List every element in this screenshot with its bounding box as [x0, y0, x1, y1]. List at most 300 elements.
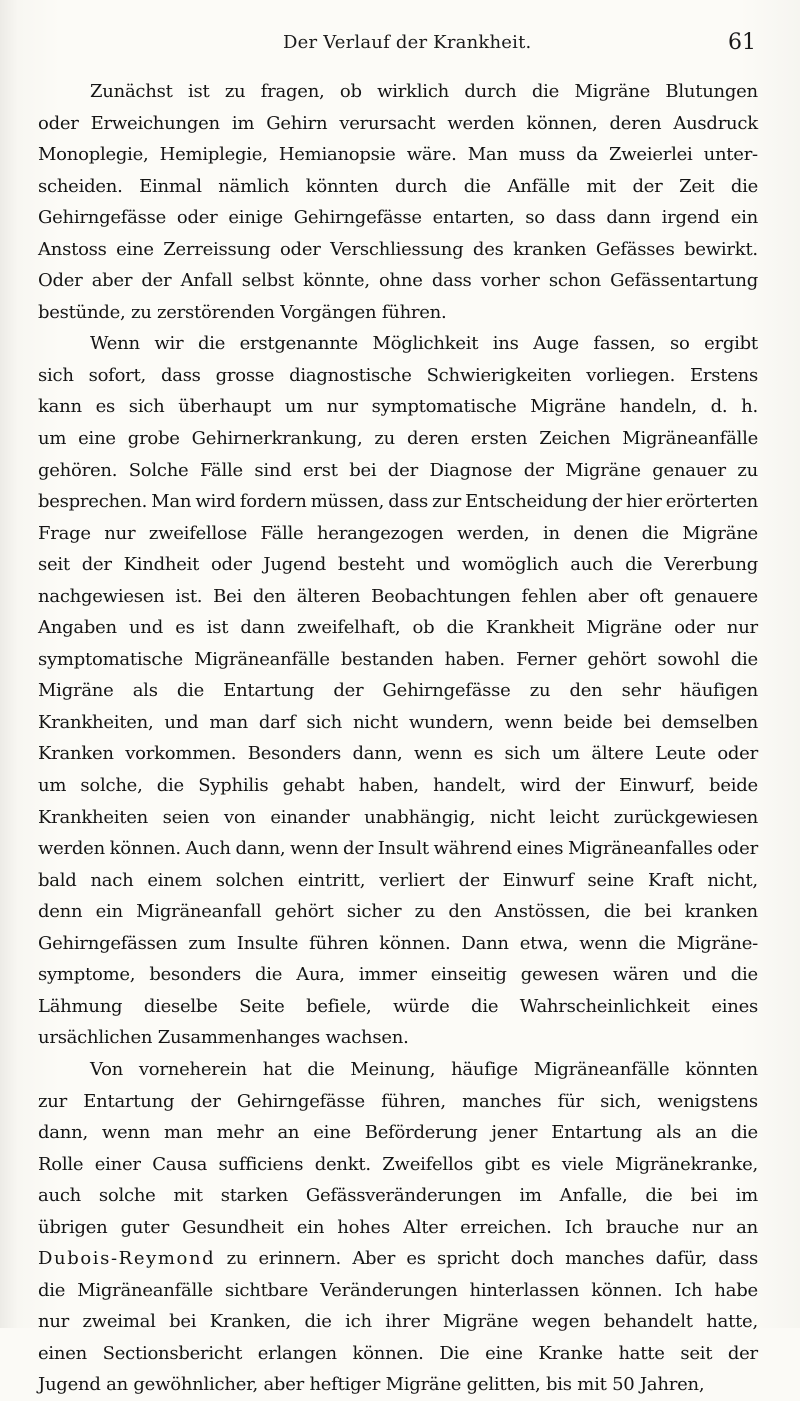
word: da	[576, 144, 598, 166]
word: es	[530, 1153, 551, 1175]
word: seit	[38, 554, 70, 576]
word: im	[519, 1185, 542, 1207]
word: eintritt,	[297, 869, 366, 891]
word: sich	[504, 743, 541, 765]
word: sufficiens	[218, 1153, 304, 1175]
running-head	[0, 30, 800, 60]
word: Migräne	[385, 1374, 462, 1396]
word: und	[129, 617, 164, 639]
text-line	[38, 1306, 758, 1338]
word: dann,	[38, 1122, 88, 1144]
word: die	[38, 1279, 66, 1301]
word: der	[81, 554, 112, 576]
word: Migräne	[565, 459, 641, 481]
word: leicht	[549, 806, 600, 828]
word: der	[632, 175, 663, 197]
word: bald	[38, 869, 77, 891]
text-line	[38, 202, 758, 234]
word: dann	[606, 207, 651, 229]
word: bewirkt.	[684, 238, 758, 260]
word: Lähmung	[38, 995, 123, 1017]
word: gehören.	[38, 459, 118, 481]
word: spricht	[437, 1248, 500, 1270]
word: Migräneanfälle	[533, 1058, 670, 1080]
word: oder	[210, 554, 252, 576]
word: so	[525, 207, 545, 229]
word: ob	[412, 617, 435, 639]
word: der	[343, 838, 374, 860]
word: zur	[432, 491, 462, 513]
word: gewesen	[520, 964, 599, 986]
word: vorher	[480, 270, 540, 292]
word: Erweichungen	[90, 112, 220, 134]
word: die	[463, 175, 491, 197]
word: Gehirnerkrankung,	[191, 428, 363, 450]
word: gehabt	[282, 775, 345, 797]
word: zweifelhaft,	[297, 617, 401, 639]
word: Entscheidung	[465, 491, 588, 513]
word: manches	[462, 1090, 542, 1112]
word: eine	[116, 238, 154, 260]
word: älteren	[296, 585, 361, 607]
word: habe	[714, 1279, 758, 1301]
word: Monoplegie,	[38, 144, 149, 166]
word: den	[569, 680, 603, 702]
word: dann,	[235, 838, 286, 860]
text-line	[38, 959, 758, 991]
word: Hemiplegie,	[159, 144, 268, 166]
word: aber	[91, 270, 133, 292]
word: eines	[711, 995, 758, 1017]
word: bestünde,	[38, 301, 126, 323]
word: Zunächst	[90, 81, 173, 102]
word: Zweierlei	[609, 144, 693, 166]
word: besteht	[337, 554, 405, 576]
word: heftiger	[309, 1374, 381, 1396]
word: Kranke	[538, 1342, 603, 1364]
word: der	[387, 459, 418, 481]
word: Dann	[461, 932, 509, 954]
word: ihrer	[385, 1311, 430, 1333]
word: würde	[392, 995, 450, 1017]
word: erörterten	[665, 491, 758, 513]
word: Verschliessung	[330, 238, 464, 260]
word: Leute	[654, 743, 706, 765]
word: fassen,	[593, 333, 656, 355]
text-line	[38, 265, 758, 297]
word: wird	[195, 491, 236, 513]
word: können.	[379, 932, 451, 954]
word: der	[591, 491, 622, 513]
word: Anfalle,	[559, 1185, 628, 1207]
word: grobe	[127, 428, 180, 450]
word: Veränderungen	[320, 1279, 458, 1301]
word: zweifellose	[148, 522, 247, 544]
paragraph	[38, 76, 758, 328]
text-line	[38, 738, 758, 770]
word: Migräneanfälle	[77, 1279, 213, 1301]
text-line	[38, 328, 758, 360]
word: seit	[680, 1342, 713, 1364]
word: Ferner	[516, 648, 577, 670]
word: können,	[526, 112, 598, 134]
word: einander	[270, 806, 350, 828]
word: können.	[591, 1279, 663, 1301]
word: führen.	[381, 301, 447, 323]
word: brauche	[605, 1216, 679, 1238]
word: immer	[358, 964, 417, 986]
word: sehr	[621, 680, 661, 702]
word: oft	[639, 585, 664, 607]
text-line	[38, 234, 758, 266]
word: manches	[565, 1248, 645, 1270]
word: hatte	[618, 1342, 665, 1364]
word: Anfälle	[507, 175, 570, 197]
word: Vorgängen	[280, 301, 377, 323]
word: dafür,	[655, 1248, 707, 1270]
word: Diagnose	[429, 459, 513, 481]
word: handeln,	[619, 396, 697, 418]
word: Auch	[185, 838, 231, 860]
text-line	[38, 896, 758, 928]
word: haben.	[444, 648, 505, 670]
word: Möglichkeit	[372, 333, 479, 355]
word: die	[307, 1058, 335, 1080]
word: ich	[345, 1311, 372, 1333]
word: fehlen	[521, 585, 577, 607]
word: womöglich	[461, 554, 559, 576]
text-line	[38, 423, 758, 455]
text-line	[38, 865, 758, 897]
word: übrigen	[38, 1216, 108, 1238]
word: Migränekranke,	[615, 1153, 758, 1175]
text-line	[38, 770, 758, 802]
word: Erstens	[689, 364, 758, 386]
word: werden	[38, 838, 105, 860]
text-line	[38, 486, 758, 518]
text-line	[38, 1369, 758, 1401]
word: Gehirngefässe	[382, 680, 511, 702]
word: wird	[520, 775, 561, 797]
word: die	[730, 1122, 758, 1144]
word: Man	[467, 144, 508, 166]
word: hier	[626, 491, 662, 513]
word: erst	[302, 459, 338, 481]
word: nur	[692, 1216, 724, 1238]
word: als	[132, 680, 158, 702]
word: mit	[173, 1185, 203, 1207]
word: dass	[160, 364, 201, 386]
word: Einwurf	[502, 869, 574, 891]
word: Anstössen,	[494, 901, 591, 923]
word: d.	[710, 396, 728, 418]
word: kranken	[684, 901, 758, 923]
word: Migräneanfälle	[194, 648, 330, 670]
word: die	[446, 617, 474, 639]
word: sind	[254, 459, 292, 481]
word: Ich	[564, 1216, 593, 1238]
word: Ausdruck	[673, 112, 758, 134]
word: wachsen.	[325, 1027, 409, 1049]
word: ein	[730, 207, 758, 229]
word: müssen,	[310, 491, 385, 513]
text-line	[38, 1149, 758, 1181]
word: oder	[674, 617, 715, 639]
word: die	[304, 1311, 332, 1333]
word: genauer	[652, 459, 726, 481]
word: gibt	[484, 1153, 520, 1175]
word: deren	[406, 428, 459, 450]
word: entarten,	[432, 207, 515, 229]
word: grosse	[215, 364, 275, 386]
word: Zeit	[679, 175, 715, 197]
word: hatte,	[706, 1311, 758, 1333]
word: aber	[587, 585, 629, 607]
word: die	[471, 995, 499, 1017]
word: gelitten,	[466, 1374, 541, 1396]
word: dass	[431, 270, 472, 292]
word: Kranken,	[209, 1311, 291, 1333]
word: Gehirngefässe	[236, 1090, 365, 1112]
word: Wenn	[90, 333, 140, 355]
word: des	[472, 238, 504, 260]
word: Fälle	[199, 459, 243, 481]
word: Wahrscheinlichkeit	[519, 995, 690, 1017]
word: wenigstens	[657, 1090, 758, 1112]
word: Migräneanfall	[136, 901, 262, 923]
word: zu	[737, 459, 758, 481]
word: unabhängig,	[364, 806, 476, 828]
word: Gehirngefässen	[38, 932, 178, 954]
word: herangezogen	[317, 522, 444, 544]
word: auch	[38, 1185, 81, 1207]
paragraph	[38, 328, 758, 1054]
word: es	[95, 396, 115, 418]
word: Kranken	[38, 743, 114, 765]
word: häufigen	[679, 680, 758, 702]
word: Schwierigkeiten	[426, 364, 572, 386]
word: Seite	[239, 995, 285, 1017]
word: oder	[279, 238, 321, 260]
word: zu	[374, 428, 395, 450]
word: Oder	[38, 270, 83, 292]
word: um	[38, 428, 67, 450]
word: um	[551, 743, 580, 765]
word: solche,	[80, 775, 143, 797]
word: Angaben	[38, 617, 117, 639]
word: überhaupt	[178, 396, 272, 418]
word: der	[190, 1090, 221, 1112]
word: denen	[573, 522, 629, 544]
word: aber	[263, 1374, 304, 1396]
word: Einmal	[139, 175, 202, 197]
word: Man	[151, 491, 192, 513]
word: für	[557, 1090, 584, 1112]
word: der	[523, 459, 554, 481]
word: seine	[587, 869, 635, 891]
word: bei	[623, 711, 651, 733]
word: wenn	[413, 743, 463, 765]
word: oder	[176, 207, 218, 229]
word: wäre.	[406, 144, 457, 166]
word: hohes	[337, 1216, 390, 1238]
word: sich	[38, 364, 74, 386]
word: unter-	[703, 144, 758, 166]
word: einen	[38, 1342, 87, 1364]
word: eines	[516, 838, 564, 860]
word: Gesundheit	[182, 1216, 284, 1238]
word: wenn	[579, 932, 628, 954]
word: bei	[169, 1311, 197, 1333]
word: zu	[226, 1248, 248, 1270]
word: eine	[485, 1342, 523, 1364]
word: ohne	[378, 270, 423, 292]
text-line	[38, 928, 758, 960]
word: Insulte	[236, 932, 299, 954]
word: Zusammenhanges	[157, 1027, 321, 1049]
word: seien	[162, 806, 210, 828]
word: nicht	[352, 711, 398, 733]
word: Bei	[213, 585, 243, 607]
word: gehört	[274, 901, 334, 923]
word: deren	[609, 112, 662, 134]
word: auch	[570, 554, 614, 576]
word: die	[730, 648, 758, 670]
word: in	[542, 522, 560, 544]
word: Solche	[128, 459, 189, 481]
word: an	[736, 1216, 758, 1238]
word: kranken	[513, 238, 587, 260]
word: im	[231, 112, 255, 134]
word: Krankheiten	[38, 806, 149, 828]
text-line	[38, 518, 758, 550]
word: Jahren,	[639, 1374, 705, 1396]
word: muss	[518, 144, 565, 166]
word: behandelt	[603, 1311, 693, 1333]
text-line	[38, 1212, 758, 1244]
word: zum	[188, 932, 226, 954]
word: gehört	[587, 648, 647, 670]
text-line	[38, 612, 758, 644]
word: verliert	[379, 869, 445, 891]
word: Rolle	[38, 1153, 84, 1175]
word: wären	[612, 964, 669, 986]
word: doch	[510, 1248, 554, 1270]
word: denn	[38, 901, 83, 923]
word: Aber	[352, 1248, 396, 1270]
word: wenn	[101, 1122, 151, 1144]
word: einer	[94, 1153, 141, 1175]
word: sichtbare	[224, 1279, 309, 1301]
running-title: Der Verlauf der Krankheit.	[283, 32, 532, 53]
word: Syphilis	[198, 775, 269, 797]
word: der	[727, 1342, 758, 1364]
text-line	[38, 76, 758, 108]
word: bei	[349, 459, 377, 481]
word: dass	[718, 1248, 758, 1270]
word: um	[284, 396, 313, 418]
word: wundern,	[408, 711, 494, 733]
word: durch	[395, 175, 448, 197]
word: besonders	[149, 964, 241, 986]
word: erlangen	[257, 1342, 337, 1364]
word: etwa,	[519, 932, 569, 954]
word: Migräne	[586, 617, 662, 639]
word: zur	[38, 1090, 67, 1112]
word: mehr	[216, 1122, 264, 1144]
word: Aura,	[296, 964, 345, 986]
text-line	[38, 802, 758, 834]
word: durch	[464, 81, 517, 102]
word: es	[473, 743, 494, 765]
word: die	[176, 680, 205, 702]
word: Zerreissung	[163, 238, 271, 260]
word: und	[682, 964, 717, 986]
word: beide	[709, 775, 758, 797]
word: führen,	[381, 1090, 446, 1112]
word: dass	[555, 207, 596, 229]
word: an	[277, 1122, 300, 1144]
word: Von	[90, 1058, 124, 1080]
word: vorkommen.	[125, 743, 237, 765]
word: bestanden	[340, 648, 434, 670]
word: befiele,	[306, 995, 372, 1017]
word: solche	[98, 1185, 156, 1207]
text-line	[38, 108, 758, 140]
word: man	[209, 711, 248, 733]
word: diagnostische	[289, 364, 412, 386]
word: es	[406, 1248, 426, 1270]
word: die	[641, 522, 669, 544]
word: sofort,	[88, 364, 146, 386]
word: die	[197, 333, 226, 355]
word: wir	[154, 333, 184, 355]
word: ist.	[175, 585, 203, 607]
word: bis	[546, 1374, 572, 1396]
word: kann	[38, 396, 82, 418]
word: sich,	[600, 1090, 642, 1112]
text-line	[38, 297, 758, 329]
word: werden,	[457, 522, 530, 544]
word: häufige	[451, 1058, 518, 1080]
text-line	[38, 1243, 758, 1275]
text-line	[38, 833, 758, 865]
page-number: 61	[728, 30, 756, 55]
word: einem	[147, 869, 202, 891]
word: guter	[120, 1216, 169, 1238]
text-line	[38, 171, 758, 203]
word: fordern	[239, 491, 307, 513]
word: Zeichen	[539, 428, 611, 450]
text-line	[38, 1338, 758, 1370]
word: und	[164, 711, 199, 733]
word: dann,	[352, 743, 403, 765]
word: ist	[206, 617, 229, 639]
word: nur	[726, 617, 758, 639]
text-line	[38, 707, 758, 739]
word: zu	[130, 301, 152, 323]
word: Krankheit	[485, 617, 575, 639]
word: den	[448, 901, 482, 923]
word: nicht	[489, 806, 535, 828]
word: um	[38, 775, 67, 797]
word: Frage	[38, 522, 91, 544]
word: Gehirngefässe	[293, 207, 422, 229]
word: ins	[492, 333, 519, 355]
word: Hemianopsie	[278, 144, 396, 166]
text-line	[38, 549, 758, 581]
word: nachgewiesen	[38, 585, 165, 607]
